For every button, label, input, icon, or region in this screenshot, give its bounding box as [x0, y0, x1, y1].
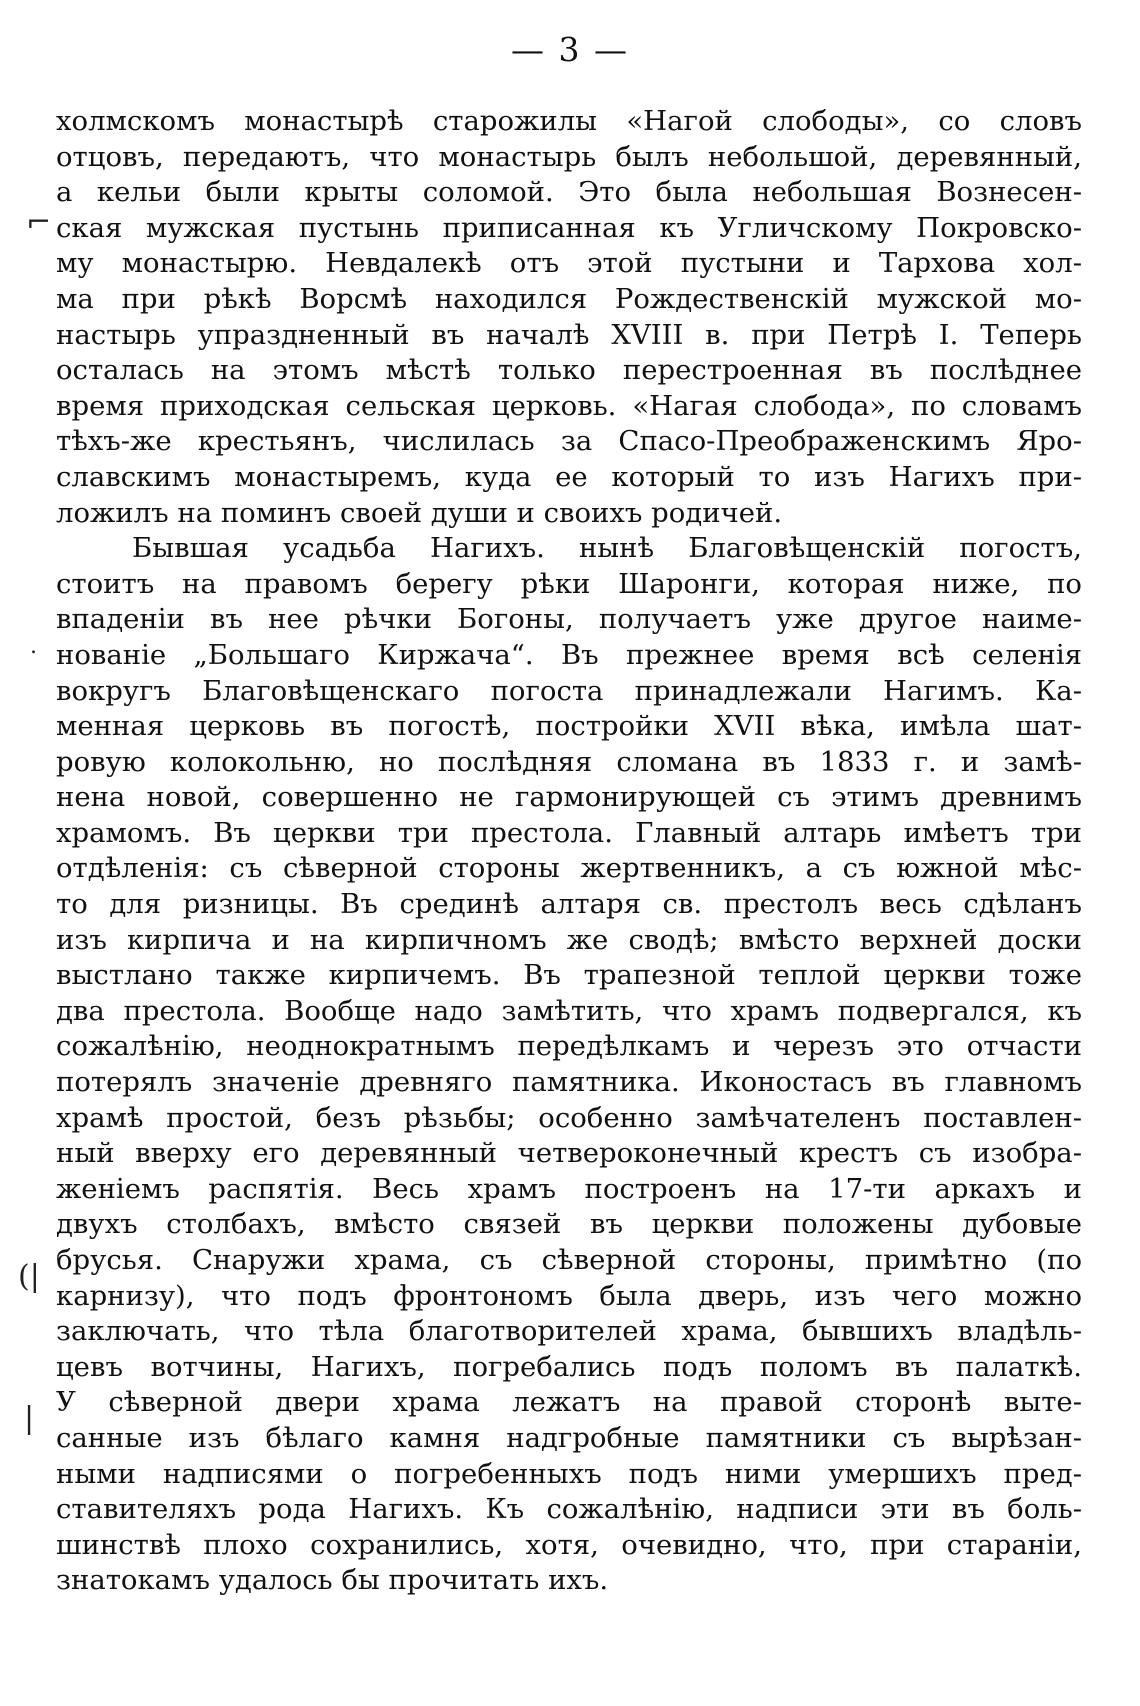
text-line: осталась на этомъ мѣстѣ только перестроенная въ послѣднее	[56, 354, 1082, 387]
text-line: шинствѣ плохо сохранились, хотя, очевидно, что, при стараніи,	[56, 1528, 1082, 1561]
text-line: двухъ столбахъ, вмѣсто связей въ церкви положены дубовые	[56, 1208, 1082, 1241]
text-line: ставителяхъ рода Нагихъ. Къ сожалѣнію, надписи эти въ боль-	[56, 1493, 1082, 1526]
page-number: — 3 —	[511, 30, 629, 69]
margin-mark: (|	[18, 1259, 40, 1294]
text-line: выстлано также кирпичемъ. Въ трапезной теплой церкви тоже	[56, 959, 1082, 992]
paragraph-1	[56, 104, 1082, 531]
text-line: то для ризницы. Въ срединѣ алтаря св. престолъ весь сдѣланъ	[56, 888, 1082, 921]
text-line: храмомъ. Въ церкви три престола. Главный алтарь имѣетъ три	[56, 816, 1082, 849]
text-line: У сѣверной двери храма лежатъ на правой сторонѣ выте-	[56, 1386, 1082, 1419]
text-line: ложилъ на поминъ своей души и своихъ родичей.	[56, 496, 783, 529]
text-line: храмѣ простой, безъ рѣзьбы; особенно замѣчателенъ поставлен-	[56, 1101, 1082, 1134]
text-line: знатокамъ удалось бы прочитать ихъ.	[56, 1564, 609, 1597]
text-line: время приходская сельская церковь. «Нагая слобода», по словамъ	[56, 389, 1082, 422]
margin-mark: ⌐	[26, 205, 52, 240]
text-line: потерялъ значеніе древняго памятника. Иконостасъ въ главномъ	[56, 1066, 1082, 1099]
text-line: вокругъ Благовѣщенскаго погоста принадлежали Нагимъ. Ка-	[56, 674, 1082, 707]
text-line: настырь упраздненный въ началѣ XVIII в. при Петрѣ I. Теперь	[56, 318, 1082, 351]
text-line: карнизу), что подъ фронтономъ была дверь, изъ чего можно	[56, 1279, 1082, 1312]
text-line: женіемъ распятія. Весь храмъ построенъ на 17-ти аркахъ и	[56, 1172, 1082, 1205]
text-line: сожалѣнію, неоднократнымъ передѣлкамъ и черезъ это отчасти	[56, 1030, 1082, 1063]
text-line: отцовъ, передаютъ, что монастырь былъ небольшой, деревянный,	[56, 140, 1082, 173]
margin-mark: |	[24, 1401, 35, 1436]
text-line: ская мужская пустынь приписанная къ Угличскому Покровско-	[56, 211, 1082, 244]
text-line: нена новой, совершенно не гармонирующей съ этимъ древнимъ	[56, 781, 1082, 814]
text-line: отдѣленія: съ сѣверной стороны жертвенникъ, а съ южной мѣс-	[56, 852, 1082, 885]
text-line: ровую колокольню, но послѣдняя сломана въ 1833 г. и замѣ-	[56, 745, 1082, 778]
text-line: нованіе „Большаго Киржача“. Въ прежнее время всѣ селенія	[56, 638, 1082, 671]
text-line: Бывшая усадьба Нагихъ. нынѣ Благовѣщенскій погостъ,	[132, 532, 1082, 565]
text-line: ный вверху его деревянный четвероконечный крестъ съ изобра-	[56, 1137, 1082, 1170]
text-line: менная церковь въ погостѣ, постройки XVII вѣка, имѣла шат-	[56, 710, 1082, 743]
text-line: а кельи были крыты соломой. Это была небольшая Вознесен-	[56, 176, 1082, 209]
text-line: впаденіи въ нее рѣчки Богоны, получаетъ уже другое наиме-	[56, 603, 1082, 636]
text-line: тѣхъ-же крестьянъ, числилась за Спасо-Преображенскимъ Яро-	[56, 425, 1082, 458]
paragraph-2	[56, 531, 1082, 1599]
text-line: санные изъ бѣлаго камня надгробные памятники съ вырѣзан-	[56, 1421, 1082, 1454]
text-line: цевъ вотчины, Нагихъ, погребались подъ поломъ въ палаткѣ.	[56, 1350, 1082, 1383]
text-line: изъ кирпича и на кирпичномъ же сводѣ; вмѣсто верхней доски	[56, 923, 1082, 956]
text-line: стоитъ на правомъ берегу рѣки Шаронги, которая ниже, по	[56, 567, 1082, 600]
text-line: холмскомъ монастырѣ старожилы «Нагой слободы», со словъ	[56, 105, 1082, 137]
text-line: заключать, что тѣла благотворителей храма, бывшихъ владѣль-	[56, 1315, 1082, 1348]
body-text	[56, 104, 1082, 1599]
text-line: брусья. Снаружи храма, съ сѣверной стороны, примѣтно (по	[56, 1244, 1082, 1276]
text-line: ными надписями о погребенныхъ подъ ними умершихъ пред-	[56, 1457, 1082, 1490]
text-line: му монастырю. Невдалекѣ отъ этой пустыни и Тархова хол-	[56, 247, 1082, 280]
text-line: два престола. Вообще надо замѣтить, что храмъ подвергался, къ	[56, 994, 1082, 1027]
text-line: славскимъ монастыремъ, куда ее который то изъ Нагихъ при-	[56, 460, 1082, 493]
text-line: ма при рѣкѣ Ворсмѣ находился Рождественскій мужской мо-	[56, 282, 1082, 315]
margin-mark: .	[30, 634, 37, 659]
